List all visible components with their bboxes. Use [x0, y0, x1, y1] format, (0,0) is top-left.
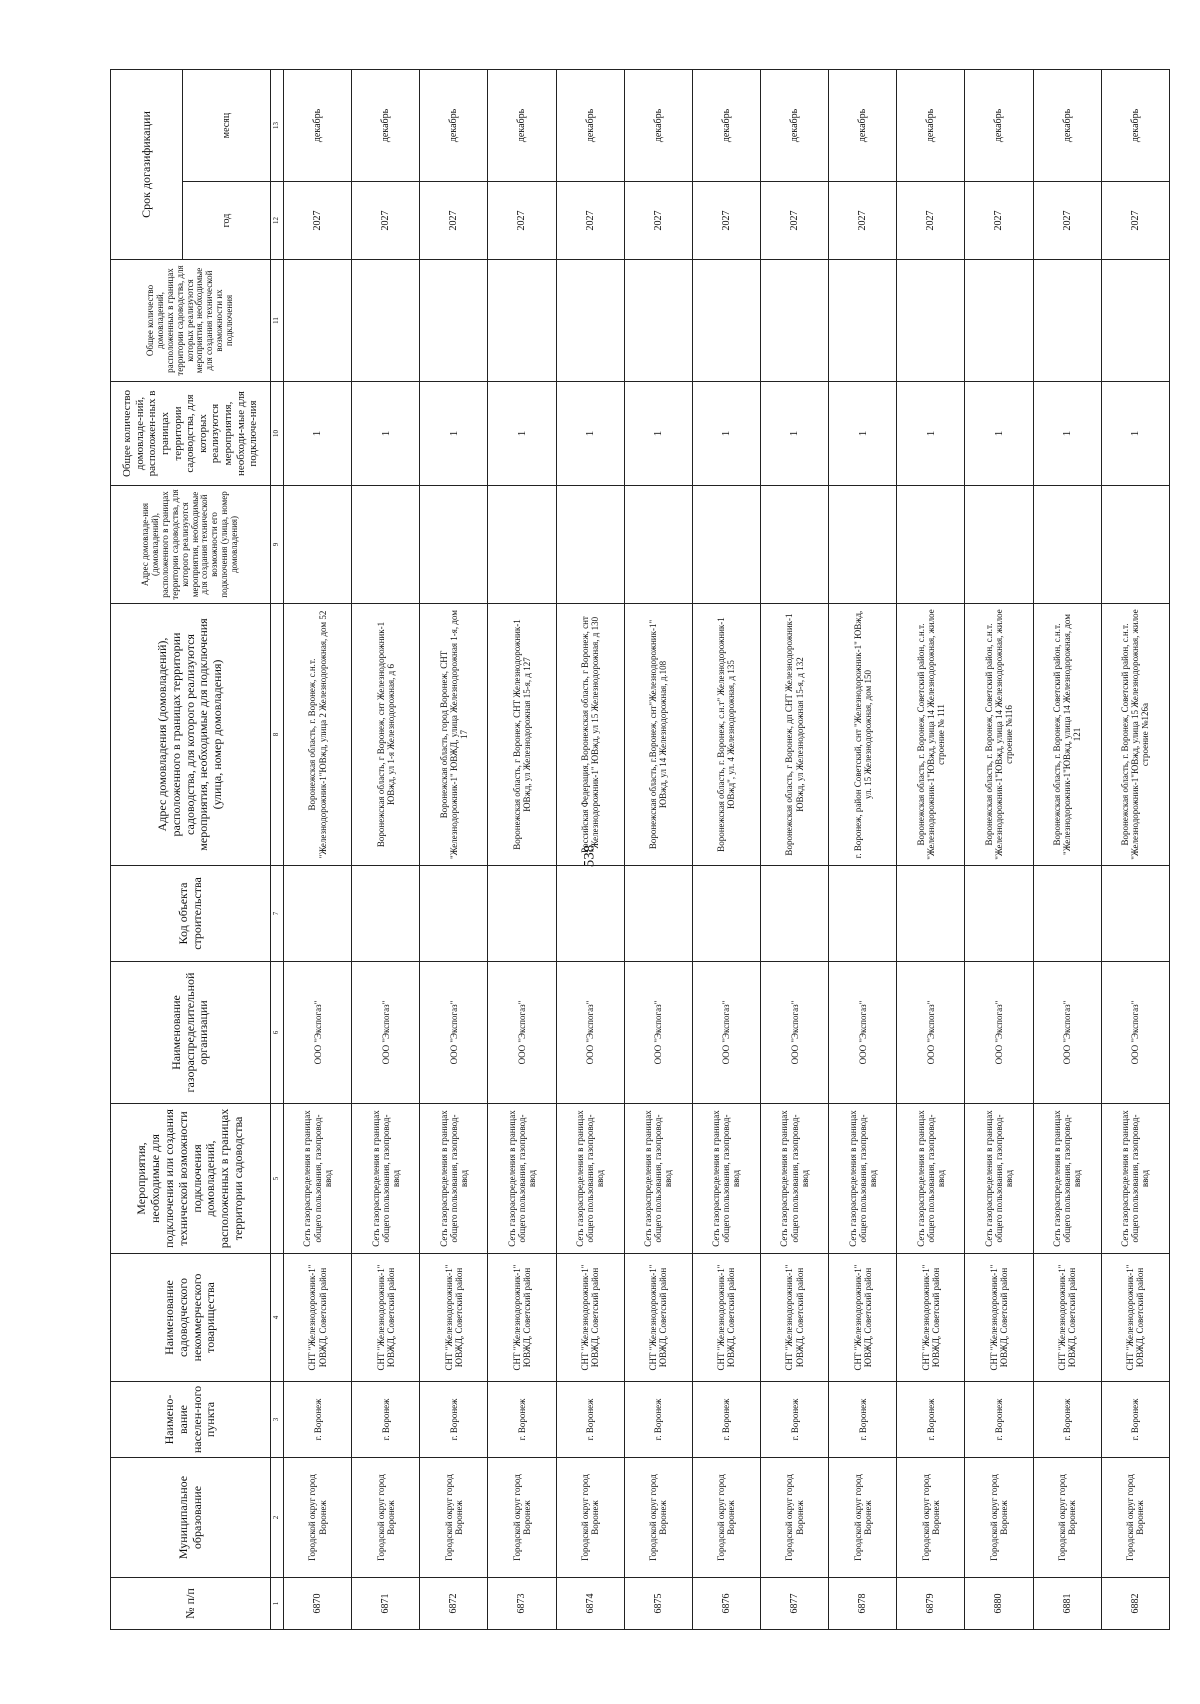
cell-month: декабрь: [829, 69, 897, 181]
cell-mun: Городской округ город Воронеж: [965, 1458, 1033, 1578]
cell-event: Сеть газораспределения в границах общего пользования, газопровод-ввод: [829, 1104, 897, 1254]
cell-month: декабрь: [352, 69, 420, 181]
column-number-cell: 6: [271, 962, 284, 1104]
cell-addr2: [352, 486, 420, 604]
table-row: [352, 69, 420, 1629]
cell-year: 2027: [352, 182, 420, 260]
cell-org: ООО "Экспогаз": [488, 962, 556, 1104]
cell-city: г. Воронеж: [692, 1382, 760, 1458]
cell-count: 1: [1101, 382, 1169, 486]
cell-num: 6877: [760, 1578, 828, 1630]
cell-month: декабрь: [284, 69, 352, 181]
cell-city: г. Воронеж: [352, 1382, 420, 1458]
cell-mun: Городской округ город Воронеж: [624, 1458, 692, 1578]
cell-addr2: [624, 486, 692, 604]
cell-org: ООО "Экспогаз": [760, 962, 828, 1104]
cell-snt: СНТ "Железнодорожник-1" ЮВЖД, Советский район: [1033, 1254, 1101, 1382]
cell-count: 1: [352, 382, 420, 486]
column-number-cell: 4: [271, 1254, 284, 1382]
cell-year: 2027: [488, 182, 556, 260]
cell-count2: [760, 260, 828, 382]
cell-addr: г. Воронеж, район Советский, снт "Железнодорожник-1" ЮВжд, ул. 15 Железнодорожная, дом 150: [829, 604, 897, 866]
cell-addr: Российская Федерация, Воронежская область, г Воронеж, снт "Железнодорожник-1" ЮВжд, ул 15 Железнодорожная, д 130: [556, 604, 624, 866]
cell-num: 6875: [624, 1578, 692, 1630]
cell-org: ООО "Экспогаз": [965, 962, 1033, 1104]
cell-month: декабрь: [897, 69, 965, 181]
cell-count2: [829, 260, 897, 382]
cell-code: [1033, 866, 1101, 962]
cell-num: 6878: [829, 1578, 897, 1630]
cell-org: ООО "Экспогаз": [897, 962, 965, 1104]
header-events: Мероприятия, необходимые для подключения или создания технической возможности подключения домовладений, расположенных в границах территории садоводства: [111, 1104, 271, 1254]
cell-year: 2027: [284, 182, 352, 260]
cell-count: 1: [556, 382, 624, 486]
cell-city: г. Воронеж: [829, 1382, 897, 1458]
cell-snt: СНТ "Железнодорожник-1" ЮВЖД, Советский район: [420, 1254, 488, 1382]
cell-event: Сеть газораспределения в границах общего пользования, газопровод-ввод: [420, 1104, 488, 1254]
cell-addr2: [692, 486, 760, 604]
cell-code: [760, 866, 828, 962]
cell-code: [692, 866, 760, 962]
cell-mun: Городской округ город Воронеж: [829, 1458, 897, 1578]
column-number-cell: 5: [271, 1104, 284, 1254]
cell-event: Сеть газораспределения в границах общего пользования, газопровод-ввод: [760, 1104, 828, 1254]
cell-code: [624, 866, 692, 962]
cell-mun: Городской округ город Воронеж: [1101, 1458, 1169, 1578]
table-row: [1101, 69, 1169, 1629]
cell-count: 1: [284, 382, 352, 486]
cell-month: декабрь: [692, 69, 760, 181]
table-row: [284, 69, 352, 1629]
cell-addr: Воронежская область, г. Воронеж, Советский район, с.н.т. "Железнодорожник-1"ЮВжд, улица 14 Железнодорожная, жилое строение № 111: [897, 604, 965, 866]
cell-event: Сеть газораспределения в границах общего пользования, газопровод-ввод: [1033, 1104, 1101, 1254]
cell-snt: СНТ "Железнодорожник-1" ЮВЖД, Советский район: [760, 1254, 828, 1382]
cell-count2: [420, 260, 488, 382]
cell-count2: [692, 260, 760, 382]
cell-snt: СНТ "Железнодорожник-1" ЮВЖД, Советский район: [965, 1254, 1033, 1382]
cell-year: 2027: [965, 182, 1033, 260]
header-num: № п/п: [111, 1578, 271, 1630]
cell-month: декабрь: [1033, 69, 1101, 181]
cell-code: [284, 866, 352, 962]
cell-num: 6882: [1101, 1578, 1169, 1630]
cell-mun: Городской округ город Воронеж: [420, 1458, 488, 1578]
rotated-table-wrapper: [110, 70, 1170, 1630]
column-number-cell: 8: [271, 604, 284, 866]
cell-addr2: [488, 486, 556, 604]
cell-addr2: [897, 486, 965, 604]
cell-city: г. Воронеж: [760, 1382, 828, 1458]
cell-count2: [1033, 260, 1101, 382]
table-row: [1033, 69, 1101, 1629]
cell-count: 1: [829, 382, 897, 486]
cell-year: 2027: [624, 182, 692, 260]
cell-count2: [624, 260, 692, 382]
cell-snt: СНТ "Железнодорожник-1" ЮВЖД, Советский район: [692, 1254, 760, 1382]
cell-month: декабрь: [965, 69, 1033, 181]
cell-city: г. Воронеж: [897, 1382, 965, 1458]
cell-addr: Воронежская область, г. Воронеж, Советский район, с.н.т. "Железнодорожник-1"ЮВжд, улица 14 Железнодорожная, дом 121: [1033, 604, 1101, 866]
cell-year: 2027: [692, 182, 760, 260]
cell-event: Сеть газораспределения в границах общего пользования, газопровод-ввод: [897, 1104, 965, 1254]
cell-addr2: [556, 486, 624, 604]
cell-code: [897, 866, 965, 962]
header-count-tech: Общее количество домовладений, расположенных в границах территории садоводства, для которых реализуются мероприятия, необходимые для создания технической возможности их подключения: [111, 260, 271, 382]
cell-year: 2027: [1101, 182, 1169, 260]
cell-num: 6871: [352, 1578, 420, 1630]
cell-mun: Городской округ город Воронеж: [556, 1458, 624, 1578]
cell-addr: Воронежская область, город Воронеж, СНТ "Железнодорожник-1" ЮВЖД, улица Железнодорожная 1-я, дом 17: [420, 604, 488, 866]
cell-month: декабрь: [488, 69, 556, 181]
header-month: месяц: [183, 69, 271, 181]
cell-month: декабрь: [556, 69, 624, 181]
cell-city: г. Воронеж: [1033, 1382, 1101, 1458]
cell-count2: [897, 260, 965, 382]
header-year: год: [183, 182, 271, 260]
cell-code: [965, 866, 1033, 962]
cell-addr: Воронежская область, г. Воронеж, Советский район, с.н.т. "Железнодорожник-1"ЮВжд, улица 14 Железнодорожная, жилое строение №116: [965, 604, 1033, 866]
cell-addr: Воронежская область, г. Воронеж, с.н.т" Железнодорожник-1 ЮВжд", ул. 4 Железнодорожная, д 135: [692, 604, 760, 866]
cell-mun: Городской округ город Воронеж: [897, 1458, 965, 1578]
cell-code: [488, 866, 556, 962]
cell-mun: Городской округ город Воронеж: [284, 1458, 352, 1578]
table-row: [760, 69, 828, 1629]
cell-count: 1: [965, 382, 1033, 486]
column-number-cell: 3: [271, 1382, 284, 1458]
cell-num: 6876: [692, 1578, 760, 1630]
cell-snt: СНТ "Железнодорожник-1" ЮВЖД, Советский район: [1101, 1254, 1169, 1382]
header-object-code: Код объекта строительства: [111, 866, 271, 962]
cell-year: 2027: [760, 182, 828, 260]
column-number-cell: 12: [271, 182, 284, 260]
cell-year: 2027: [556, 182, 624, 260]
cell-month: декабрь: [1101, 69, 1169, 181]
cell-num: 6873: [488, 1578, 556, 1630]
cell-event: Сеть газораспределения в границах общего пользования, газопровод-ввод: [1101, 1104, 1169, 1254]
cell-month: декабрь: [420, 69, 488, 181]
cell-count2: [1101, 260, 1169, 382]
table-row: [556, 69, 624, 1629]
cell-snt: СНТ "Железнодорожник-1" ЮВЖД, Советский район: [624, 1254, 692, 1382]
cell-num: 6881: [1033, 1578, 1101, 1630]
cell-addr2: [284, 486, 352, 604]
cell-addr: Воронежская область, г. Воронеж, с.н.т. "Железнодорожник-1"ЮВжд, улица 2 Железнодорожная, дом 52: [284, 604, 352, 866]
cell-addr2: [760, 486, 828, 604]
cell-num: 6880: [965, 1578, 1033, 1630]
cell-city: г. Воронеж: [965, 1382, 1033, 1458]
cell-count: 1: [624, 382, 692, 486]
cell-mun: Городской округ город Воронеж: [352, 1458, 420, 1578]
cell-mun: Городской округ город Воронеж: [1033, 1458, 1101, 1578]
cell-addr: Воронежская область, г.Воронеж, снт"Железнодорожник-1" ЮВжд, ул 14 Железнодорожная, д.108: [624, 604, 692, 866]
cell-count: 1: [488, 382, 556, 486]
cell-city: г. Воронеж: [284, 1382, 352, 1458]
cell-num: 6872: [420, 1578, 488, 1630]
cell-snt: СНТ "Железнодорожник-1" ЮВЖД, Советский район: [897, 1254, 965, 1382]
cell-org: ООО "Экспогаз": [420, 962, 488, 1104]
cell-addr: Воронежская область, г Воронеж, дп СНТ Железнодорожник-1 ЮВжд, ул Железнодорожная 15-я, д 132: [760, 604, 828, 866]
cell-addr: Воронежская область, г. Воронеж, Советский район, с.н.т. "Железнодорожник-1"ЮВжд, улица 15 Железнодорожная, жилое строение №126а: [1101, 604, 1169, 866]
cell-addr2: [965, 486, 1033, 604]
column-number-cell: 9: [271, 486, 284, 604]
cell-org: ООО "Экспогаз": [829, 962, 897, 1104]
cell-addr: Воронежская область, г Воронеж, снт Железнодорожник-1 ЮВжд, ул 1-я Железнодорожная, д 6: [352, 604, 420, 866]
cell-count: 1: [1033, 382, 1101, 486]
cell-addr: Воронежская область, г Воронеж, СНТ Железнодорожник-1 ЮВжд, ул Железнодорожная 15-я, д 127: [488, 604, 556, 866]
cell-mun: Городской округ город Воронеж: [488, 1458, 556, 1578]
header-snt: Наименование садоводческого некоммерческого товарищества: [111, 1254, 271, 1382]
table-row: [488, 69, 556, 1629]
cell-city: г. Воронеж: [624, 1382, 692, 1458]
cell-year: 2027: [897, 182, 965, 260]
column-number-cell: 2: [271, 1458, 284, 1578]
cell-num: 6879: [897, 1578, 965, 1630]
header-address-connect: Адрес домовладения (домовладений), расположенного в границах территории садоводства, для которого реализуются мероприятия, необходимые для подключения (улица, номер домовладения): [111, 604, 271, 866]
header-address-tech: Адрес домовладе-ния (домовладений), расположенного в границах территории садоводства, для которого реализуются мероприятия, необходимые для создания технической возможности его подключения (улица, номер домовладения): [111, 486, 271, 604]
cell-addr2: [1101, 486, 1169, 604]
cell-count: 1: [692, 382, 760, 486]
table-row: [829, 69, 897, 1629]
table-row: [624, 69, 692, 1629]
header-settlement: Наимено-вание населен-ного пункта: [111, 1382, 271, 1458]
cell-city: г. Воронеж: [1101, 1382, 1169, 1458]
cell-count: 1: [420, 382, 488, 486]
cell-year: 2027: [829, 182, 897, 260]
cell-count2: [352, 260, 420, 382]
cell-year: 2027: [1033, 182, 1101, 260]
cell-num: 6874: [556, 1578, 624, 1630]
column-number-row: [271, 69, 284, 1629]
cell-org: ООО "Экспогаз": [352, 962, 420, 1104]
cell-event: Сеть газораспределения в границах общего пользования, газопровод-ввод: [284, 1104, 352, 1254]
cell-event: Сеть газораспределения в границах общего пользования, газопровод-ввод: [692, 1104, 760, 1254]
cell-code: [829, 866, 897, 962]
cell-count2: [284, 260, 352, 382]
column-number-cell: 7: [271, 866, 284, 962]
cell-count: 1: [760, 382, 828, 486]
cell-snt: СНТ "Железнодорожник-1" ЮВЖД, Советский район: [284, 1254, 352, 1382]
table-row: [897, 69, 965, 1629]
cell-org: ООО "Экспогаз": [556, 962, 624, 1104]
cell-org: ООО "Экспогаз": [1101, 962, 1169, 1104]
cell-org: ООО "Экспогаз": [1033, 962, 1101, 1104]
cell-org: ООО "Экспогаз": [692, 962, 760, 1104]
column-number-cell: 1: [271, 1578, 284, 1630]
cell-addr2: [829, 486, 897, 604]
cell-mun: Городской округ город Воронеж: [692, 1458, 760, 1578]
cell-month: декабрь: [760, 69, 828, 181]
cell-count2: [965, 260, 1033, 382]
cell-snt: СНТ "Железнодорожник-1" ЮВЖД, Советский район: [352, 1254, 420, 1382]
column-number-cell: 10: [271, 382, 284, 486]
cell-month: декабрь: [624, 69, 692, 181]
cell-num: 6870: [284, 1578, 352, 1630]
cell-mun: Городской округ город Воронеж: [760, 1458, 828, 1578]
column-number-cell: 11: [271, 260, 284, 382]
column-number-cell: 13: [271, 69, 284, 181]
header-deadline-group: Срок догазификации: [111, 69, 183, 259]
cell-city: г. Воронеж: [556, 1382, 624, 1458]
cell-event: Сеть газораспределения в границах общего пользования, газопровод-ввод: [624, 1104, 692, 1254]
cell-city: г. Воронеж: [488, 1382, 556, 1458]
cell-event: Сеть газораспределения в границах общего пользования, газопровод-ввод: [352, 1104, 420, 1254]
cell-snt: СНТ "Железнодорожник-1" ЮВЖД, Советский район: [488, 1254, 556, 1382]
cell-count2: [488, 260, 556, 382]
cell-addr2: [420, 486, 488, 604]
cell-code: [352, 866, 420, 962]
header-municipality: Муниципальное образование: [111, 1458, 271, 1578]
cell-count: 1: [897, 382, 965, 486]
table-row: [692, 69, 760, 1629]
cell-count2: [556, 260, 624, 382]
table-row: [420, 69, 488, 1629]
cell-snt: СНТ "Железнодорожник-1" ЮВЖД, Советский район: [556, 1254, 624, 1382]
cell-event: Сеть газораспределения в границах общего пользования, газопровод-ввод: [965, 1104, 1033, 1254]
header-count-connect: Общее количество домовладе-ний, расположен-ных в границах территории садоводства, для которых реализуются мероприятия, необходи-мые для подключе-ния: [111, 382, 271, 486]
cell-year: 2027: [420, 182, 488, 260]
cell-event: Сеть газораспределения в границах общего пользования, газопровод-ввод: [556, 1104, 624, 1254]
cell-addr2: [1033, 486, 1101, 604]
cell-event: Сеть газораспределения в границах общего пользования, газопровод-ввод: [488, 1104, 556, 1254]
cell-code: [420, 866, 488, 962]
cell-code: [556, 866, 624, 962]
header-gas-org: Наименование газораспределительной организации: [111, 962, 271, 1104]
gasification-table: [110, 69, 1170, 1630]
cell-city: г. Воронеж: [420, 1382, 488, 1458]
cell-code: [1101, 866, 1169, 962]
table-row: [965, 69, 1033, 1629]
cell-org: ООО "Экспогаз": [624, 962, 692, 1104]
page-number: 538: [581, 844, 598, 868]
cell-snt: СНТ "Железнодорожник-1" ЮВЖД, Советский район: [829, 1254, 897, 1382]
cell-org: ООО "Экспогаз": [284, 962, 352, 1104]
